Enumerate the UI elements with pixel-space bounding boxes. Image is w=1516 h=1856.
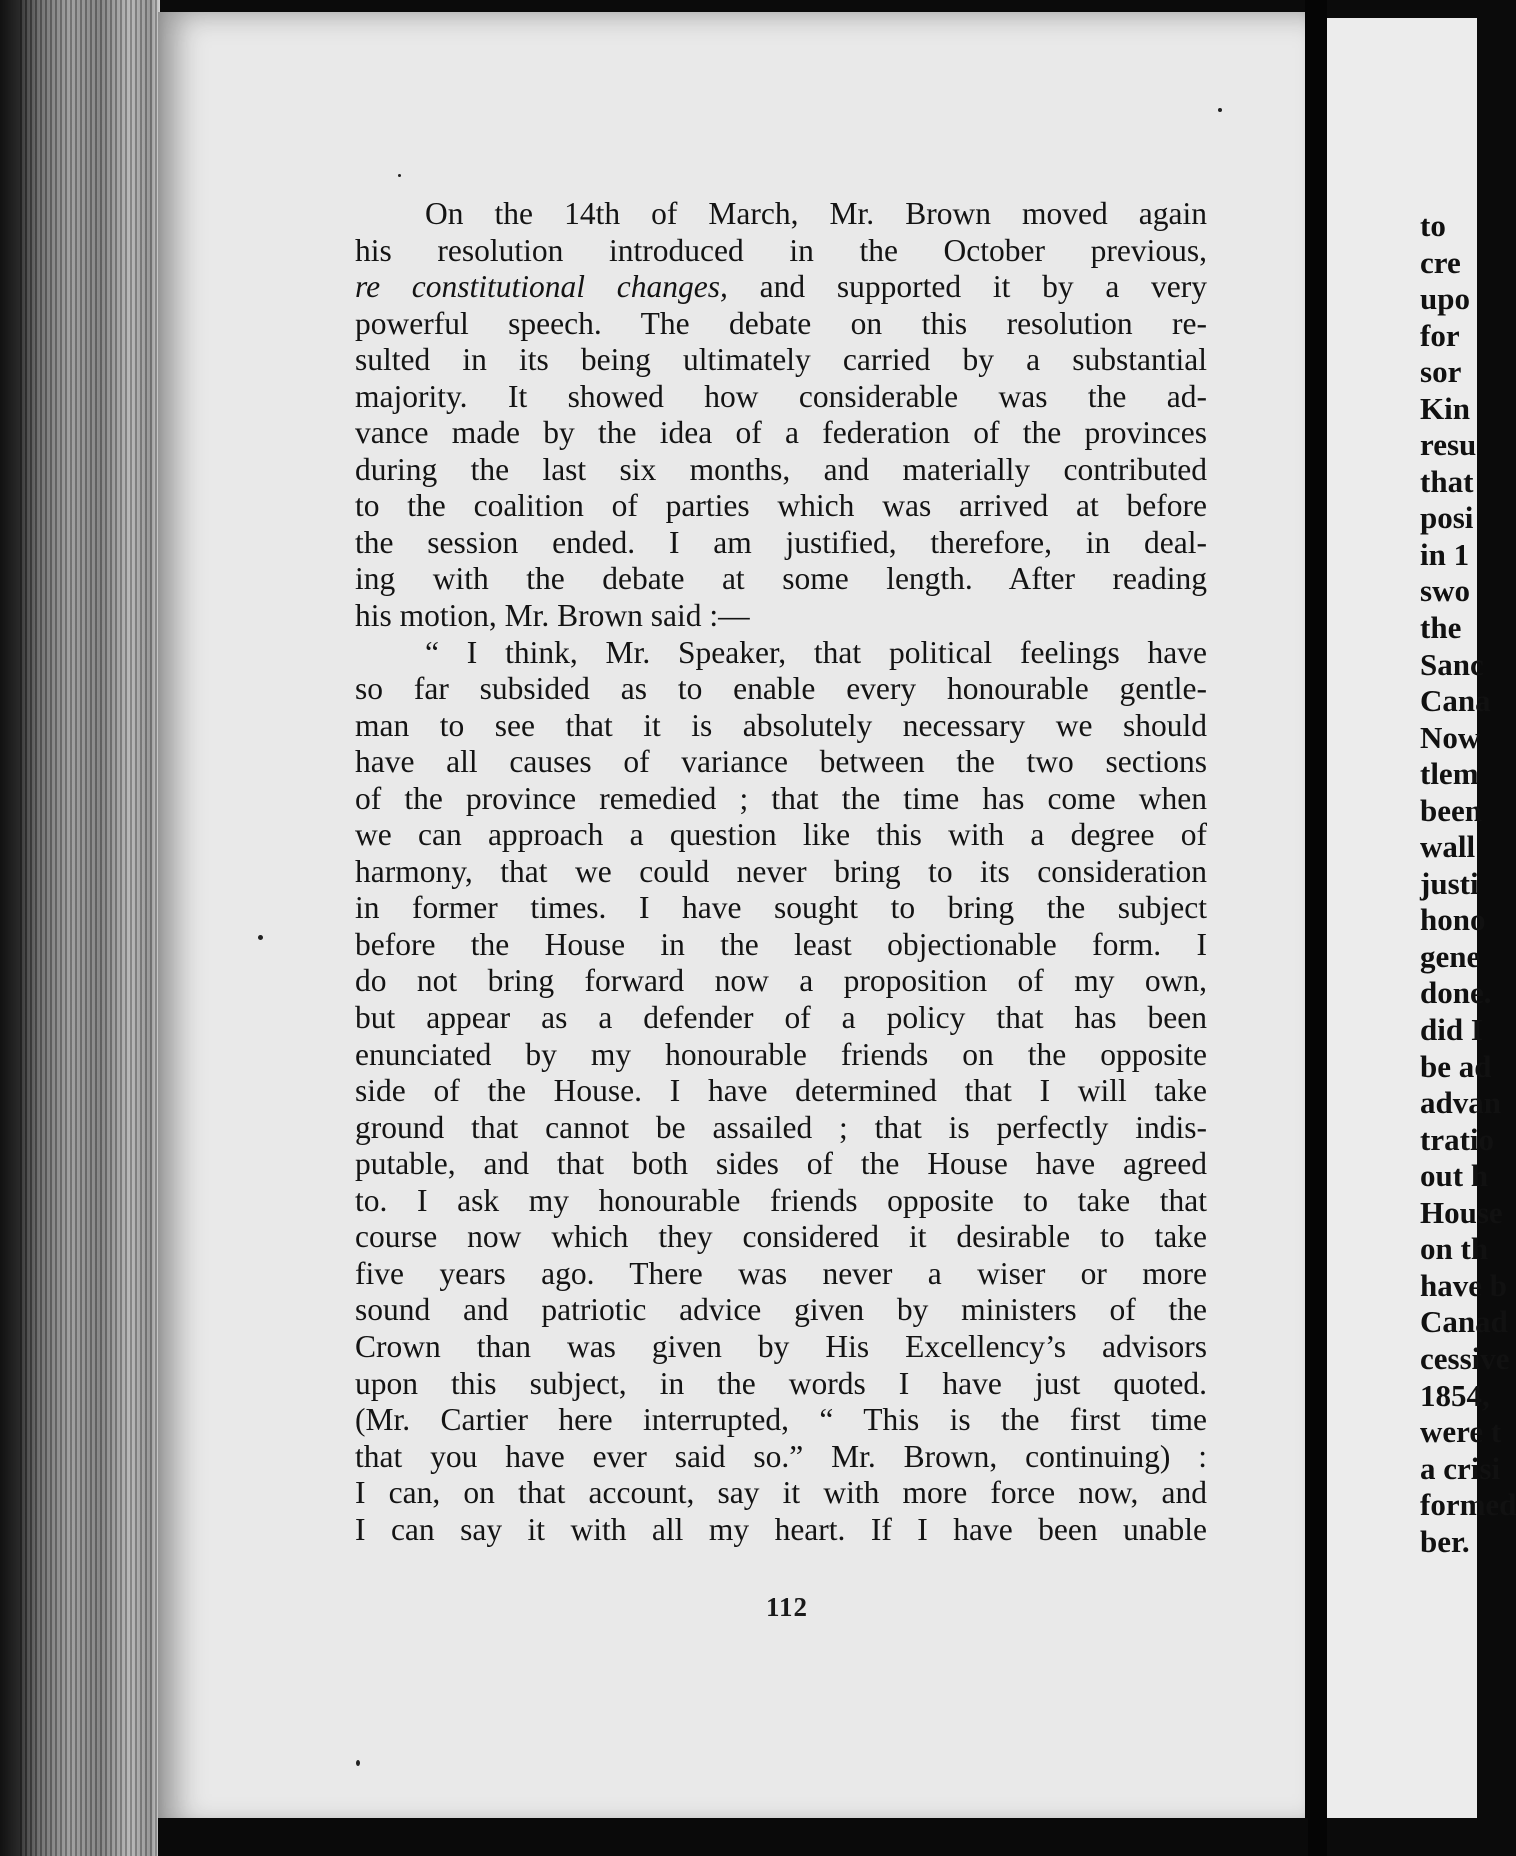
- text-line: I can say it with all my heart. If I have been unable: [355, 1511, 1207, 1547]
- right-page-line-fragment: be ad: [1420, 1048, 1492, 1084]
- page-number: 112: [765, 1592, 808, 1622]
- right-page-line-fragment: Cana: [1420, 683, 1491, 719]
- right-page-line-fragment: cre: [1420, 244, 1461, 280]
- text-line: harmony, that we could never bring to its consideration: [355, 853, 1207, 889]
- text-line: Crown than was given by His Excellency’s advisors: [355, 1328, 1207, 1364]
- text-line: so far subsided as to enable every honourable gentle-: [355, 671, 1207, 707]
- left-page-body-text: [355, 196, 1207, 1548]
- right-page-line-fragment: in 1: [1420, 536, 1470, 572]
- right-page-line-fragment: Sanc: [1420, 646, 1484, 682]
- text-line: his motion, Mr. Brown said :—: [355, 598, 750, 634]
- right-page-line-fragment: that: [1420, 463, 1474, 499]
- text-line: have all causes of variance between the two sections: [355, 744, 1207, 780]
- right-page-line-fragment: 1854,: [1420, 1377, 1490, 1413]
- ink-speck: [1218, 108, 1222, 112]
- right-page-line-fragment: formed: [1420, 1487, 1516, 1523]
- book-spine-edge: [0, 0, 160, 1856]
- right-page-line-fragment: swo: [1420, 573, 1470, 609]
- right-page-line-fragment: resu: [1420, 427, 1477, 463]
- right-page-line-fragment: Canad: [1420, 1304, 1508, 1340]
- text-line: before the House in the least objectionable form. I: [355, 926, 1207, 962]
- right-page-line-fragment: were t: [1420, 1414, 1502, 1450]
- ink-speck: [356, 1760, 360, 1766]
- right-page-line-fragment: on th: [1420, 1231, 1489, 1267]
- text-line: during the last six months, and materially contributed: [355, 451, 1207, 487]
- text-line: [355, 269, 1207, 306]
- right-page-line-fragment: tlem: [1420, 756, 1479, 792]
- text-line: but appear as a defender of a policy that has been: [355, 1000, 1207, 1036]
- right-page-line-fragment: have b: [1420, 1267, 1507, 1303]
- text-line: ground that cannot be assailed ; that is perfectly indis-: [355, 1109, 1207, 1145]
- text-line: “ I think, Mr. Speaker, that political feelings have: [425, 634, 1207, 670]
- right-page-line-fragment: justi: [1420, 865, 1479, 901]
- text-line: sulted in its being ultimately carried by a substantial: [355, 342, 1207, 378]
- text-line: (Mr. Cartier here interrupted, “ This is the first time: [355, 1402, 1207, 1438]
- text-line: powerful speech. The debate on this resolution re-: [355, 305, 1207, 341]
- text-line: in former times. I have sought to bring the subject: [355, 890, 1207, 926]
- text-line: do not bring forward now a proposition of my own,: [355, 963, 1207, 999]
- right-page-line-fragment: for: [1420, 317, 1460, 353]
- right-page-line-fragment: ber.: [1420, 1523, 1470, 1559]
- text-line: side of the House. I have determined that I will take: [355, 1073, 1207, 1109]
- text-line: we can approach a question like this with a degree of: [355, 817, 1207, 853]
- text-line: five years ago. There was never a wiser or more: [355, 1255, 1207, 1291]
- bottom-shadow: [158, 1818, 1308, 1856]
- text-line: to. I ask my honourable friends opposite to take that: [355, 1182, 1207, 1218]
- right-page-line-fragment: Kin: [1420, 390, 1470, 426]
- italic-phrase: re constitutional changes,: [355, 269, 728, 305]
- right-page-line-fragment: House: [1420, 1194, 1503, 1230]
- text-line: sound and patriotic advice given by ministers of the: [355, 1292, 1207, 1328]
- right-page-line-fragment: to: [1420, 208, 1446, 243]
- text-line: I can, on that account, say it with more force now, and: [355, 1475, 1207, 1511]
- right-page-line-fragment: done.: [1420, 975, 1492, 1011]
- right-page-line-fragment: sor: [1420, 354, 1462, 390]
- text-run: and supported it by a very: [727, 269, 1208, 305]
- text-line: upon this subject, in the words I have just quoted.: [355, 1365, 1207, 1401]
- right-page-line-fragment: upo: [1420, 281, 1470, 317]
- text-line: his resolution introduced in the October previous,: [355, 232, 1207, 268]
- right-page-line-fragment: gene: [1420, 938, 1481, 974]
- right-page-line-fragment: out h: [1420, 1158, 1489, 1194]
- right-page-line-fragment: posi: [1420, 500, 1474, 536]
- right-page-line-fragment: the: [1420, 610, 1462, 646]
- text-line: man to see that it is absolutely necessary we should: [355, 707, 1207, 743]
- right-page-line-fragment: Now: [1420, 719, 1481, 755]
- paragraph-narrative: [355, 196, 1207, 635]
- page-edges: [20, 0, 160, 1856]
- text-line: to the coalition of parties which was arrived at before: [355, 488, 1207, 524]
- right-page-line-fragment: been: [1420, 792, 1482, 828]
- right-page-line-fragment: did I: [1420, 1012, 1483, 1048]
- ink-speck: [258, 935, 263, 940]
- right-page-line-fragment: tratio: [1420, 1121, 1495, 1157]
- text-line: the session ended. I am justified, therefore, in deal-: [355, 524, 1207, 560]
- right-page-line-fragment: a crisi: [1420, 1450, 1501, 1486]
- right-page-line-fragment: cessive: [1420, 1340, 1510, 1376]
- text-line: majority. It showed how considerable was the ad-: [355, 378, 1207, 414]
- text-line: putable, and that both sides of the House have agreed: [355, 1146, 1207, 1182]
- ink-speck: [398, 174, 401, 177]
- text-line: course now which they considered it desirable to take: [355, 1219, 1207, 1255]
- right-page-line-fragment: wall: [1420, 829, 1476, 865]
- text-line: On the 14th of March, Mr. Brown moved again: [425, 196, 1207, 231]
- page-gutter: [1305, 0, 1327, 1856]
- text-line: enunciated by my honourable friends on the opposite: [355, 1036, 1207, 1072]
- right-page-line-fragment: hono: [1420, 902, 1486, 938]
- text-line: ing with the debate at some length. After reading: [355, 561, 1207, 597]
- paragraph-quotation: [355, 635, 1207, 1549]
- right-page-cropped-text: [1420, 208, 1516, 1560]
- right-page-line-fragment: advan: [1420, 1085, 1501, 1121]
- text-line: vance made by the idea of a federation of the provinces: [355, 415, 1207, 451]
- text-line: of the province remedied ; that the time has come when: [355, 780, 1207, 816]
- text-line: that you have ever said so.” Mr. Brown, continuing) :: [355, 1438, 1207, 1474]
